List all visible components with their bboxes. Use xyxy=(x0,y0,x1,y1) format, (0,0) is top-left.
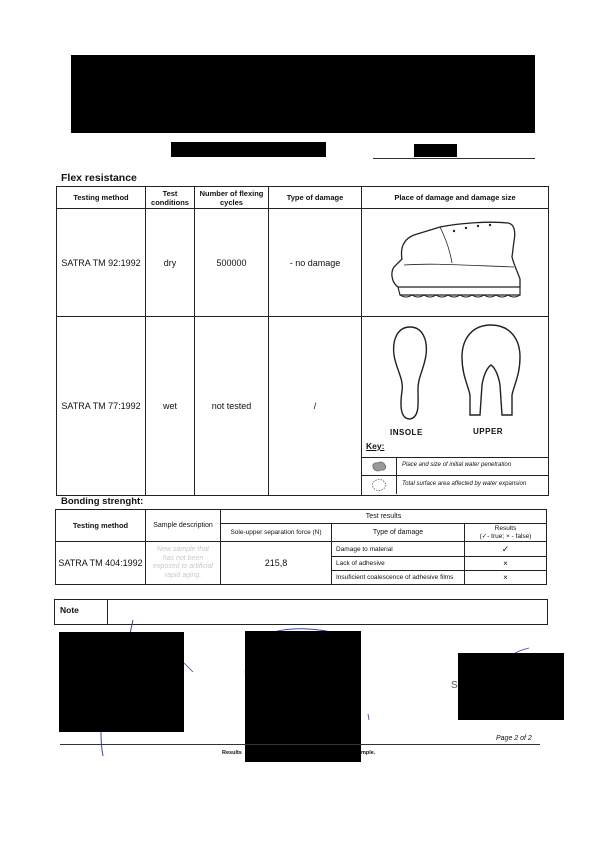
insole-label: INSOLE xyxy=(390,428,423,437)
flex-row2-place xyxy=(362,317,549,496)
flex-header-conditions: Test conditions xyxy=(146,187,195,209)
footer-line xyxy=(60,744,540,745)
flex-row2-method: SATRA TM 77:1992 xyxy=(57,317,146,496)
key-item-2: Total surface area affected by water expansion xyxy=(402,481,527,487)
bond-force: 215,8 xyxy=(221,542,332,585)
bond-result-1: ✓ xyxy=(465,542,547,556)
flex-row1-method: SATRA TM 92:1992 xyxy=(57,209,146,317)
stray-letter: S xyxy=(451,680,458,691)
page-number: Page 2 of 2 xyxy=(496,735,532,742)
bond-results-label: Results xyxy=(494,525,517,533)
bond-header-results xyxy=(465,524,547,542)
redacted-signature-left xyxy=(59,632,184,732)
bond-header-method: Testing method xyxy=(56,510,146,542)
flex-header-place: Place of damage and damage size xyxy=(362,187,549,209)
flex-row2-cycles: not tested xyxy=(195,317,269,496)
blot-icon xyxy=(371,461,387,472)
key-divider-2 xyxy=(396,476,397,494)
flex-table xyxy=(56,186,549,496)
key-row-2 xyxy=(362,476,548,494)
flex-row1-cycles: 500000 xyxy=(195,209,269,317)
note-label: Note xyxy=(60,605,79,615)
bond-header-sample: Sample description xyxy=(146,510,221,542)
bonding-section-title: Bonding strenght: xyxy=(61,496,144,507)
bond-method: SATRA TM 404:1992 xyxy=(56,542,146,585)
bonding-table xyxy=(55,509,547,585)
bond-damage-1: Damage to material xyxy=(332,542,465,556)
bond-header-force: Sole-upper separation force (N) xyxy=(221,524,332,542)
flex-row1-place xyxy=(362,209,549,317)
flex-section-title: Flex resistance xyxy=(61,172,137,184)
upper-drawing xyxy=(458,323,524,419)
redacted-date-block xyxy=(414,144,457,157)
key-divider-1 xyxy=(396,458,397,475)
bond-header-results-group: Test results xyxy=(221,510,547,524)
redacted-header-block xyxy=(71,55,535,133)
flex-header-method: Testing method xyxy=(57,187,146,209)
footer-results-prefix: Results xyxy=(222,750,242,756)
redacted-subtitle-block xyxy=(171,142,326,157)
key-item-1: Place and size of initial water penetration xyxy=(402,462,512,468)
key-row-1 xyxy=(362,458,548,476)
redacted-signature-right xyxy=(458,653,564,720)
date-underline xyxy=(373,158,535,159)
key-box xyxy=(362,457,548,494)
flex-row2-damage: / xyxy=(269,317,362,496)
upper-label: UPPER xyxy=(473,427,504,436)
dashed-circle-icon xyxy=(371,478,387,492)
footer-results-suffix: mple. xyxy=(361,750,376,756)
key-label: Key: xyxy=(366,441,385,451)
flex-row2-conditions: wet xyxy=(146,317,195,496)
bond-sample: New sample that has not been exposed to artificial rapid aging. xyxy=(146,542,221,585)
bond-result-2: × xyxy=(465,556,547,570)
flex-header-damage: Type of damage xyxy=(269,187,362,209)
bond-damage-3: Insuficient coalescence of adhesive films xyxy=(332,570,465,584)
flex-row1-damage: - no damage xyxy=(269,209,362,317)
bond-results-legend: (✓- true; × - false) xyxy=(479,532,532,540)
bond-header-damage: Type of damage xyxy=(332,524,465,542)
flex-row1-conditions: dry xyxy=(146,209,195,317)
boot-drawing xyxy=(380,217,530,307)
bond-damage-2: Lack of adhesive xyxy=(332,556,465,570)
insole-drawing xyxy=(390,325,430,421)
flex-header-cycles: Number of flexing cycles xyxy=(195,187,269,209)
bond-result-3: × xyxy=(465,570,547,584)
redacted-signature-center xyxy=(245,631,361,762)
